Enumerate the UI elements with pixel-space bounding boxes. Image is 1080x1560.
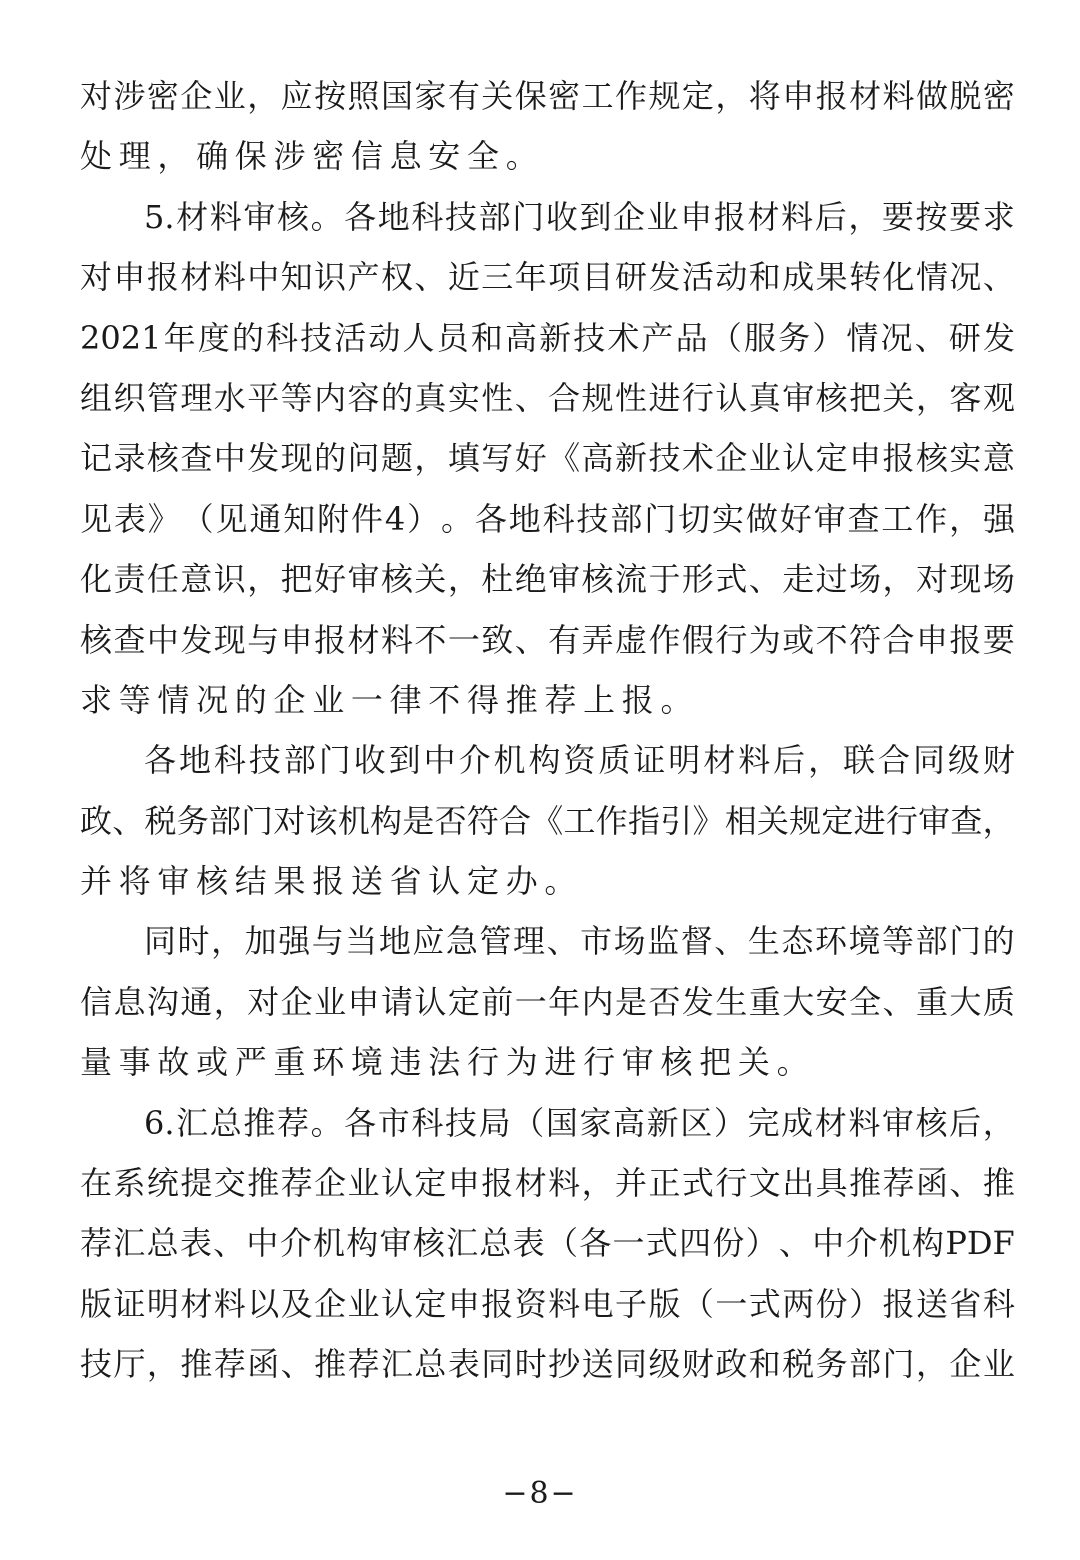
text-line: 同 时 ， 加 强 与 当 地 应 急 管 理 、 市 场 监 督 、 生 态 环 境 等 部 门 的 [144, 922, 1015, 961]
text-line: 5. 材 料 审 核 。 各 地 科 技 部 门 收 到 企 业 申 报 材 料 后 ， 要 按 要 求 [144, 197, 1015, 236]
text-line: 求等情况的企业一律不得推荐上报。 [80, 680, 700, 719]
text-line: 6. 汇 总 推 荐 。 各 市 科 技 局 （ 国 家 高 新 区 ） 完 成 材 料 审 核 后 ， [144, 1103, 1015, 1142]
text-line: 2021 年 度 的 科 技 活 动 人 员 和 高 新 技 术 产 品 （ 服 务 ） 情 况 、 研 发 [80, 318, 1015, 357]
text-line: 信 息 沟 通 ， 对 企 业 申 请 认 定 前 一 年 内 是 否 发 生 重 大 安 全 、 重 大 质 [80, 982, 1015, 1021]
text-line: 荐 汇 总 表 、 中 介 机 构 审 核 汇 总 表 （ 各 一 式 四 份 ） 、 中 介 机 构 PDF [80, 1224, 1015, 1263]
text-line: 对 涉 密 企 业 ， 应 按 照 国 家 有 关 保 密 工 作 规 定 ， 将 申 报 材 料 做 脱 密 [80, 77, 1015, 115]
text-line: 各 地 科 技 部 门 收 到 中 介 机 构 资 质 证 明 材 料 后 ， 联 合 同 级 财 [144, 741, 1015, 780]
text-line: 技 厅 ， 推 荐 函 、 推 荐 汇 总 表 同 时 抄 送 同 级 财 政 和 税 务 部 门 ， 企 业 [80, 1345, 1015, 1384]
text-line: 记 录 核 查 中 发 现 的 问 题 ， 填 写 好 《 高 新 技 术 企 业 认 定 申 报 核 实 意 [80, 439, 1015, 478]
text-line: 化 责 任 意 识 ， 把 好 审 核 关 ， 杜 绝 审 核 流 于 形 式 、 走 过 场 ， 对 现 场 [80, 560, 1015, 599]
text-line: 在 系 统 提 交 推 荐 企 业 认 定 申 报 材 料 ， 并 正 式 行 文 出 具 推 荐 函 、 推 [80, 1164, 1015, 1203]
text-line: 处理，确保涉密信息安全。 [80, 137, 545, 176]
text-line: 并将审核结果报送省认定办。 [80, 862, 584, 901]
text-line: 政 、 税 务 部 门 对 该 机 构 是 否 符 合 《 工 作 指 引 》 相 关 规 定 进 行 审 查 ， [80, 801, 1015, 840]
page-number: −8− [502, 1476, 578, 1511]
text-line: 见 表 》 （ 见 通 知 附 件 4 ） 。 各 地 科 技 部 门 切 实 做 好 审 查 工 作 ， 强 [80, 499, 1015, 538]
text-line: 对 申 报 材 料 中 知 识 产 权 、 近 三 年 项 目 研 发 活 动 和 成 果 转 化 情 况 、 [80, 258, 1015, 297]
text-line: 版 证 明 材 料 以 及 企 业 认 定 申 报 资 料 电 子 版 （ 一 式 两 份 ） 报 送 省 科 [80, 1284, 1015, 1323]
text-line: 核 查 中 发 现 与 申 报 材 料 不 一 致 、 有 弄 虚 作 假 行 为 或 不 符 合 申 报 要 [80, 620, 1015, 659]
text-line: 量事故或严重环境违法行为进行审核把关。 [80, 1043, 816, 1082]
body-text [80, 66, 1015, 1395]
text-line: 组 织 管 理 水 平 等 内 容 的 真 实 性 、 合 规 性 进 行 认 真 审 核 把 关 ， 客 观 [80, 378, 1015, 417]
